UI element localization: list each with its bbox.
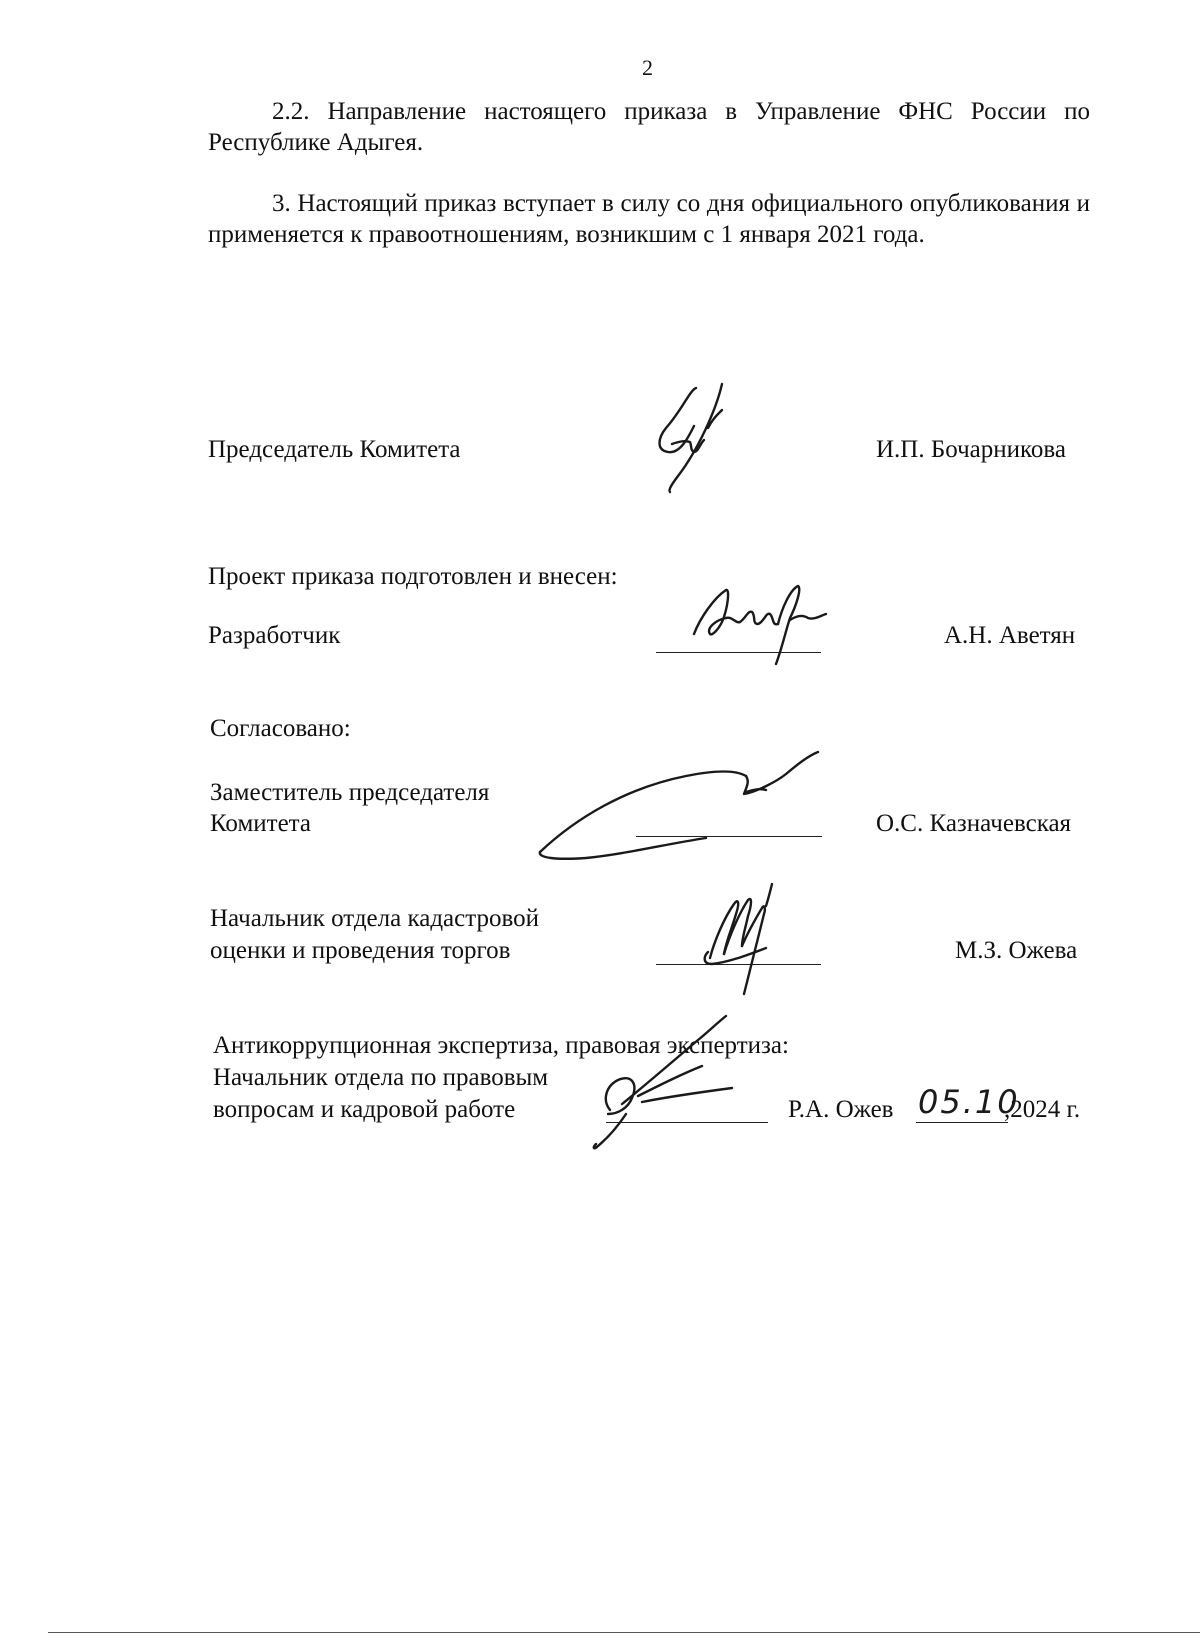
developer-signature <box>686 578 836 668</box>
expertise-heading: Антикоррупционная экспертиза, правовая экспертиза: <box>213 1032 789 1059</box>
deputy-title-line1: Заместитель председателя <box>210 779 490 806</box>
deputy-signature <box>536 748 836 868</box>
chairman-signature <box>638 380 748 500</box>
date-year: ,2024 г. <box>1004 1096 1081 1123</box>
paragraph-2-2: 2.2. Направление настоящего приказа в Управление ФНС России по Республике Адыгея. <box>208 98 1090 156</box>
page-bottom-rule <box>48 1632 1200 1633</box>
cadastral-title-line1: Начальник отдела кадастровой <box>210 905 539 932</box>
agreed-heading: Согласовано: <box>210 715 351 742</box>
cadastral-name: М.З. Ожева <box>955 937 1078 964</box>
legal-name: Р.А. Ожев <box>788 1096 894 1123</box>
cadastral-title-line2: оценки и проведения торгов <box>210 937 511 964</box>
chairman-name: И.П. Бочарникова <box>876 436 1066 463</box>
page-number: 2 <box>642 55 653 80</box>
legal-title-line2: вопросам и кадровой работе <box>213 1096 516 1123</box>
paragraph-3: 3. Настоящий приказ вступает в силу со дня официального опубликования и применяется к правоотношениям, возникшим с 1 января 2021 года. <box>208 190 1090 248</box>
date-blank-line <box>916 1122 1008 1123</box>
developer-name: А.Н. Аветян <box>944 622 1076 649</box>
deputy-title-line2: Комитета <box>210 810 312 837</box>
developer-title: Разработчик <box>208 622 341 649</box>
handwritten-date: 05.10 <box>918 1083 1020 1121</box>
chairman-title: Председатель Комитета <box>208 436 461 463</box>
legal-title-line1: Начальник отдела по правовым <box>213 1064 549 1091</box>
prepared-heading: Проект приказа подготовлен и внесен: <box>208 563 618 590</box>
legal-signature <box>582 1014 782 1154</box>
cadastral-signature <box>690 882 820 1002</box>
deputy-name: О.С. Казначевская <box>876 810 1072 837</box>
